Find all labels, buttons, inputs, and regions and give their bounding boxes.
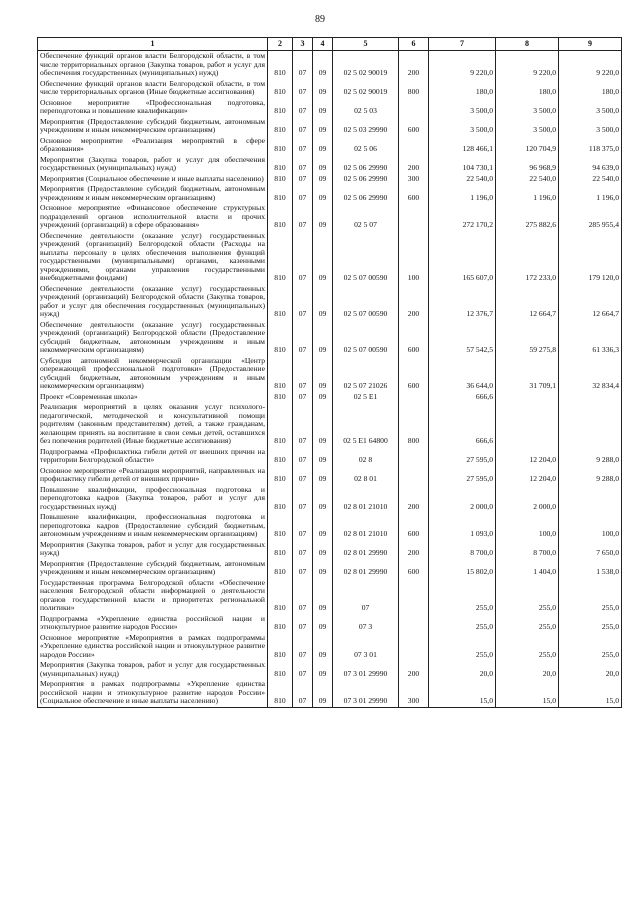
subsection-code: 09 [313,98,333,117]
amount-year-2: 3 500,0 [496,98,559,117]
target-article-code: 02 8 01 29990 [333,559,399,578]
amount-year-1: 2 000,0 [429,485,496,513]
expense-type-code: 200 [399,485,429,513]
target-article-code: 02 5 02 90019 [333,79,399,98]
amount-year-3: 3 500,0 [559,98,622,117]
amount-year-3: 100,0 [559,512,622,540]
row-description: Обеспечение деятельности (оказание услуг) государственных учреждений (организаций) Белгородской области (Расходы на выплаты персоналу в целях обеспечения выполнения функций государственными (муниципальными) органами, казенными учреждениями, органами управления государственными внебюджетными фондами) [38,231,268,284]
expense-type-code [399,203,429,231]
amount-year-1: 180,0 [429,79,496,98]
ministry-code: 810 [268,614,293,633]
amount-year-3: 9 220,0 [559,51,622,79]
subsection-code: 09 [313,402,333,447]
table-row [38,402,622,447]
table-row [38,512,622,540]
subsection-code: 09 [313,466,333,485]
table-row [38,559,622,578]
target-article-code: 02 5 07 00590 [333,231,399,284]
amount-year-2 [496,392,559,403]
amount-year-1: 20,0 [429,660,496,679]
subsection-code: 09 [313,512,333,540]
section-code: 07 [293,79,313,98]
amount-year-2: 96 968,9 [496,155,559,174]
target-article-code: 07 3 01 29990 [333,660,399,679]
ministry-code: 810 [268,679,293,707]
amount-year-2: 12 204,0 [496,447,559,466]
section-code: 07 [293,402,313,447]
section-code: 07 [293,184,313,203]
table-row [38,184,622,203]
amount-year-3: 255,0 [559,578,622,614]
table-body [38,51,622,708]
subsection-code: 09 [313,320,333,356]
subsection-code: 09 [313,174,333,185]
amount-year-1: 22 540,0 [429,174,496,185]
amount-year-3: 20,0 [559,660,622,679]
target-article-code: 02 5 07 [333,203,399,231]
expense-type-code: 300 [399,174,429,185]
amount-year-3: 12 664,7 [559,284,622,320]
amount-year-1: 9 220,0 [429,51,496,79]
section-code: 07 [293,466,313,485]
row-description: Мероприятия (Закупка товаров, работ и услуг для государственных нужд) [38,540,268,559]
ministry-code: 810 [268,203,293,231]
amount-year-1: 36 644,0 [429,356,496,392]
header-row [38,38,622,51]
amount-year-1: 57 542,5 [429,320,496,356]
expense-type-code: 200 [399,155,429,174]
amount-year-2: 100,0 [496,512,559,540]
table-row [38,578,622,614]
section-code: 07 [293,485,313,513]
amount-year-1: 1 196,0 [429,184,496,203]
row-description: Основное мероприятие «Реализация мероприятий, направленных на профилактику гибели детей от внешних причин» [38,466,268,485]
amount-year-2: 1 404,0 [496,559,559,578]
ministry-code: 810 [268,98,293,117]
amount-year-3 [559,485,622,513]
amount-year-1: 104 730,1 [429,155,496,174]
target-article-code: 02 5 07 21026 [333,356,399,392]
row-description: Реализация мероприятий в целях оказания услуг психолого-педагогической, методической и консультативной помощи родителям (законным представителям) детей, а также гражданам, желающим принять на воспитание в свои семьи детей, оставшихся без попечения родителей (Иные бюджетные ассигнования) [38,402,268,447]
amount-year-3 [559,392,622,403]
target-article-code: 02 5 03 29990 [333,117,399,136]
amount-year-3: 255,0 [559,633,622,661]
table-row [38,284,622,320]
expense-type-code [399,98,429,117]
amount-year-1: 3 500,0 [429,98,496,117]
expense-type-code: 800 [399,79,429,98]
ministry-code: 810 [268,320,293,356]
target-article-code: 02 5 E1 [333,392,399,403]
amount-year-3 [559,402,622,447]
ministry-code: 810 [268,51,293,79]
section-code: 07 [293,447,313,466]
table-row [38,136,622,155]
section-code: 07 [293,578,313,614]
section-code: 07 [293,614,313,633]
target-article-code: 02 8 01 29990 [333,540,399,559]
section-code: 07 [293,117,313,136]
row-description: Субсидия автономной некоммерческой организации «Центр опережающей профессиональной подготовки» (Предоставление субсидий бюджетным, автономным учреждениям и иным некоммерческим организациям) [38,356,268,392]
subsection-code: 09 [313,485,333,513]
row-description: Основное мероприятие «Мероприятия в рамках подпрограммы «Укрепление единства российской нации и этнокультурное развитие народов России» [38,633,268,661]
row-description: Мероприятия (Закупка товаров, работ и услуг для государственных (муниципальных) нужд) [38,660,268,679]
section-code: 07 [293,203,313,231]
row-description: Обеспечение деятельности (оказание услуг) государственных учреждений (организаций) Белгородской области (Закупка товаров, работ и услуг для обеспечения государственных (муниципальных) нужд) [38,284,268,320]
amount-year-2: 22 540,0 [496,174,559,185]
row-description: Подпрограмма «Укрепление единства российской нации и этнокультурное развитие народов России» [38,614,268,633]
section-code: 07 [293,231,313,284]
table-row [38,356,622,392]
amount-year-2: 180,0 [496,79,559,98]
section-code: 07 [293,356,313,392]
expense-type-code: 800 [399,402,429,447]
budget-table [37,37,622,708]
subsection-code: 09 [313,51,333,79]
row-description: Мероприятия (Предоставление субсидий бюджетным, автономным учреждениям и иным некоммерческим организациям) [38,559,268,578]
amount-year-1: 666,6 [429,402,496,447]
amount-year-3: 9 288,0 [559,447,622,466]
table-row [38,466,622,485]
row-description: Обеспечение функций органов власти Белгородской области, в том числе территориальных органов (Иные бюджетные ассигнования) [38,79,268,98]
table-row [38,447,622,466]
ministry-code: 810 [268,79,293,98]
section-code: 07 [293,136,313,155]
column-header: 5 [333,38,399,51]
column-header: 1 [38,38,268,51]
expense-type-code: 600 [399,184,429,203]
table-row [38,485,622,513]
row-description: Основное мероприятие «Финансовое обеспечение структурных подразделений органов исполнительной власти и прочих учреждений (организаций) в сфере образования» [38,203,268,231]
amount-year-3: 9 288,0 [559,466,622,485]
expense-type-code: 600 [399,320,429,356]
subsection-code: 09 [313,614,333,633]
target-article-code: 07 3 [333,614,399,633]
expense-type-code: 200 [399,540,429,559]
table-row [38,79,622,98]
amount-year-2: 120 704,9 [496,136,559,155]
amount-year-2: 20,0 [496,660,559,679]
amount-year-3: 3 500,0 [559,117,622,136]
ministry-code: 810 [268,117,293,136]
row-description: Основное мероприятие «Реализация мероприятий в сфере образования» [38,136,268,155]
table-row [38,98,622,117]
amount-year-1: 1 093,0 [429,512,496,540]
column-header: 4 [313,38,333,51]
ministry-code: 810 [268,559,293,578]
expense-type-code: 600 [399,356,429,392]
amount-year-1: 128 466,1 [429,136,496,155]
target-article-code: 02 5 07 00590 [333,320,399,356]
amount-year-2: 3 500,0 [496,117,559,136]
expense-type-code [399,578,429,614]
amount-year-2: 8 700,0 [496,540,559,559]
section-code: 07 [293,320,313,356]
amount-year-3: 32 834,4 [559,356,622,392]
ministry-code: 810 [268,402,293,447]
target-article-code: 02 5 07 00590 [333,284,399,320]
section-code: 07 [293,98,313,117]
page-number: 89 [315,14,325,25]
ministry-code: 810 [268,155,293,174]
row-description: Мероприятия (Предоставление субсидий бюджетным, автономным учреждениям и иным некоммерческим организациям) [38,117,268,136]
row-description: Обеспечение функций органов власти Белгородской области, в том числе территориальных органов (Закупка товаров, работ и услуг для обеспечения государственных (муниципальных) нужд) [38,51,268,79]
section-code: 07 [293,155,313,174]
section-code: 07 [293,392,313,403]
subsection-code: 09 [313,203,333,231]
amount-year-3: 285 955,4 [559,203,622,231]
ministry-code: 810 [268,447,293,466]
amount-year-2: 9 220,0 [496,51,559,79]
expense-type-code: 600 [399,559,429,578]
table-row [38,633,622,661]
ministry-code: 810 [268,231,293,284]
amount-year-2: 12 664,7 [496,284,559,320]
target-article-code: 02 5 02 90019 [333,51,399,79]
amount-year-1: 8 700,0 [429,540,496,559]
section-code: 07 [293,679,313,707]
amount-year-2: 1 196,0 [496,184,559,203]
section-code: 07 [293,174,313,185]
subsection-code: 09 [313,117,333,136]
expense-type-code: 200 [399,284,429,320]
amount-year-1: 255,0 [429,614,496,633]
row-description: Основное мероприятие «Профессиональная подготовка, переподготовка и повышение квалификации» [38,98,268,117]
ministry-code: 810 [268,485,293,513]
amount-year-1: 27 595,0 [429,447,496,466]
ministry-code: 810 [268,540,293,559]
target-article-code: 02 8 01 21010 [333,485,399,513]
row-description: Мероприятия (Предоставление субсидий бюджетным, автономным учреждениям и иным некоммерческим организациям) [38,184,268,203]
expense-type-code: 600 [399,117,429,136]
subsection-code: 09 [313,578,333,614]
subsection-code: 09 [313,447,333,466]
subsection-code: 09 [313,284,333,320]
target-article-code: 02 8 [333,447,399,466]
expense-type-code [399,466,429,485]
ministry-code: 810 [268,136,293,155]
expense-type-code: 200 [399,51,429,79]
amount-year-3: 179 120,0 [559,231,622,284]
amount-year-3: 255,0 [559,614,622,633]
table-row [38,51,622,79]
row-description: Повышение квалификации, профессиональная подготовка и переподготовка кадров (Закупка товаров, работ и услуг для государственных нужд) [38,485,268,513]
amount-year-2: 255,0 [496,633,559,661]
amount-year-1: 15 802,0 [429,559,496,578]
row-description: Мероприятия (Закупка товаров, работ и услуг для обеспечения государственных (муниципальных) нужд) [38,155,268,174]
target-article-code: 02 5 03 [333,98,399,117]
amount-year-1: 3 500,0 [429,117,496,136]
row-description: Государственная программа Белгородской области «Обеспечение населения Белгородской области информацией о деятельности органов государственной власти и приоритетах региональной политики» [38,578,268,614]
target-article-code: 02 5 06 29990 [333,184,399,203]
row-description: Мероприятия (Социальное обеспечение и иные выплаты населению) [38,174,268,185]
column-header: 8 [496,38,559,51]
table-row [38,155,622,174]
column-header: 2 [268,38,293,51]
section-code: 07 [293,660,313,679]
amount-year-2: 15,0 [496,679,559,707]
target-article-code: 02 5 E1 64800 [333,402,399,447]
amount-year-2: 255,0 [496,614,559,633]
expense-type-code [399,392,429,403]
amount-year-2: 172 233,0 [496,231,559,284]
amount-year-3: 180,0 [559,79,622,98]
target-article-code: 07 [333,578,399,614]
subsection-code: 09 [313,660,333,679]
amount-year-3: 61 336,3 [559,320,622,356]
table-row [38,679,622,707]
ministry-code: 810 [268,284,293,320]
subsection-code: 09 [313,679,333,707]
ministry-code: 810 [268,633,293,661]
amount-year-3: 94 639,0 [559,155,622,174]
table-row [38,614,622,633]
section-code: 07 [293,559,313,578]
subsection-code: 09 [313,79,333,98]
subsection-code: 09 [313,136,333,155]
amount-year-2: 275 882,6 [496,203,559,231]
table-row [38,231,622,284]
target-article-code: 07 3 01 29990 [333,679,399,707]
subsection-code: 09 [313,540,333,559]
amount-year-2 [496,402,559,447]
amount-year-1: 12 376,7 [429,284,496,320]
expense-type-code [399,614,429,633]
target-article-code: 02 5 06 29990 [333,155,399,174]
ministry-code: 810 [268,512,293,540]
table-row [38,203,622,231]
section-code: 07 [293,284,313,320]
target-article-code: 02 5 06 [333,136,399,155]
ministry-code: 810 [268,174,293,185]
row-description: Повышение квалификации, профессиональная подготовка и переподготовка кадров (Предоставление субсидий бюджетным, автономным учреждениям и иным некоммерческим организациям) [38,512,268,540]
amount-year-3: 22 540,0 [559,174,622,185]
column-header: 9 [559,38,622,51]
subsection-code: 09 [313,559,333,578]
amount-year-1: 165 607,0 [429,231,496,284]
amount-year-1: 15,0 [429,679,496,707]
ministry-code: 810 [268,356,293,392]
target-article-code: 02 8 01 21010 [333,512,399,540]
subsection-code: 09 [313,392,333,403]
amount-year-1: 255,0 [429,578,496,614]
section-code: 07 [293,633,313,661]
table-header [38,38,622,51]
column-header: 3 [293,38,313,51]
ministry-code: 810 [268,184,293,203]
row-description: Обеспечение деятельности (оказание услуг) государственных учреждений (организаций) Белгородской области (Предоставление субсидий бюджетным, автономным учреждениям и иным некоммерческим организациям) [38,320,268,356]
expense-type-code: 300 [399,679,429,707]
column-header: 6 [399,38,429,51]
ministry-code: 810 [268,466,293,485]
amount-year-1: 27 595,0 [429,466,496,485]
expense-type-code [399,633,429,661]
ministry-code: 810 [268,392,293,403]
subsection-code: 09 [313,356,333,392]
target-article-code: 02 5 06 29990 [333,174,399,185]
amount-year-3: 118 375,0 [559,136,622,155]
subsection-code: 09 [313,155,333,174]
target-article-code: 07 3 01 [333,633,399,661]
column-header: 7 [429,38,496,51]
subsection-code: 09 [313,231,333,284]
subsection-code: 09 [313,184,333,203]
amount-year-1: 666,6 [429,392,496,403]
expense-type-code: 600 [399,512,429,540]
table-row [38,392,622,403]
amount-year-2: 255,0 [496,578,559,614]
table-row [38,117,622,136]
table-row [38,660,622,679]
amount-year-3: 1 538,0 [559,559,622,578]
expense-type-code [399,136,429,155]
amount-year-3: 7 650,0 [559,540,622,559]
amount-year-2: 59 275,8 [496,320,559,356]
row-description: Мероприятия в рамках подпрограммы «Укрепление единства российской нации и этнокультурное развитие народов России» (Социальное обеспечение и иные выплаты населению) [38,679,268,707]
amount-year-2: 12 204,0 [496,466,559,485]
amount-year-2: 2 000,0 [496,485,559,513]
expense-type-code: 200 [399,660,429,679]
section-code: 07 [293,540,313,559]
amount-year-3: 15,0 [559,679,622,707]
table-row [38,540,622,559]
section-code: 07 [293,512,313,540]
table-row [38,174,622,185]
table-row [38,320,622,356]
row-description: Проект «Современная школа» [38,392,268,403]
expense-type-code: 100 [399,231,429,284]
amount-year-1: 255,0 [429,633,496,661]
subsection-code: 09 [313,633,333,661]
amount-year-3: 1 196,0 [559,184,622,203]
amount-year-2: 31 709,1 [496,356,559,392]
ministry-code: 810 [268,660,293,679]
row-description: Подпрограмма «Профилактика гибели детей от внешних причин на территории Белгородской области» [38,447,268,466]
expense-type-code [399,447,429,466]
target-article-code: 02 8 01 [333,466,399,485]
amount-year-1: 272 170,2 [429,203,496,231]
section-code: 07 [293,51,313,79]
ministry-code: 810 [268,578,293,614]
